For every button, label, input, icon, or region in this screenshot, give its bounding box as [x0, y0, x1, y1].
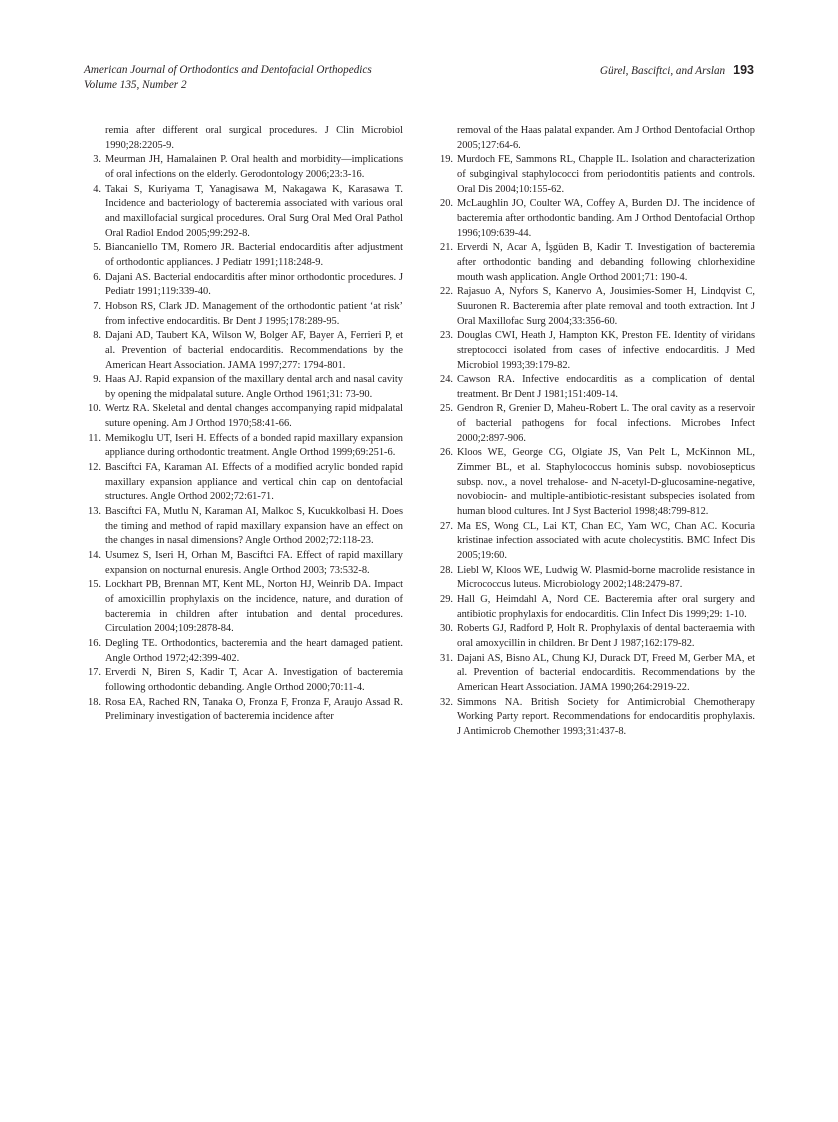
reference-number: 13. [88, 506, 101, 518]
reference-text: Hall G, Heimdahl A, Nord CE. Bacteremia after oral surgery and antibiotic prophylaxis for endocarditis. Clin Infect Dis 1999;29: 1-10. [457, 594, 755, 620]
reference-text: removal of the Haas palatal expander. Am J Orthod Dentofacial Orthop 2005;127:64-6. [457, 125, 755, 151]
reference-text: Ma ES, Wong CL, Lai KT, Chan EC, Yam WC, Chan AC. Kocuria kristinae infection associated with acute cholecystitis. BMC Infect Dis 2005;19:60. [457, 520, 755, 562]
reference-number: 7. [93, 300, 101, 312]
reference-text: Dajani AS. Bacterial endocarditis after minor orthodontic procedures. J Pediatr 1991;119:339-40. [105, 271, 403, 298]
reference-text: Dajani AD, Taubert KA, Wilson W, Bolger AF, Bayer A, Ferrieri P, et al. Prevention of bacterial endocarditis. Recommendations by the American Heart Association. JAMA 1997;277: 1794-801. [105, 330, 403, 371]
reference-number: 4. [93, 183, 101, 195]
reference-item [88, 666, 403, 695]
reference-item [440, 373, 755, 402]
reference-text: Meurman JH, Hamalainen P. Oral health and morbidity—implications of oral infections on the elderly. Gerodontology 2006;23:3-16. [105, 154, 403, 180]
reference-item [88, 461, 403, 505]
reference-text: Rajasuo A, Nyfors S, Kanervo A, Jousimies-Somer H, Lindqvist C, Suuronen R. Bacteremia after plate removal and tooth extraction. Int J Oral Maxillofac Surg 2004;33:356-60. [457, 286, 755, 327]
reference-text: Erverdi N, Acar A, İşgüden B, Kadir T. Investigation of bacteremia after orthodontic banding and debanding following chlorhexidine mouth wash application. Angle Orthod 2001;71: 190-4. [457, 242, 755, 283]
reference-item [440, 285, 755, 329]
journal-title: American Journal of Orthodontics and Dentofacial Orthopedics [84, 64, 372, 76]
reference-text: Roberts GJ, Radford P, Holt R. Prophylaxis of dental bacteraemia with oral amoxycillin in children. Br Dent J 1987;162:179-82. [457, 623, 755, 649]
reference-text: McLaughlin JO, Coulter WA, Coffey A, Burden DJ. The incidence of bacteremia after orthodontic banding. Am J Orthod Dentofacial Orthop 1996;109:639-44. [457, 198, 755, 239]
reference-item [457, 124, 755, 153]
page-number: 193 [733, 63, 754, 77]
reference-text: Murdoch FE, Sammons RL, Chapple IL. Isolation and characterization of subgingival staphylococci from periodontitis patients and controls. Oral Dis 2004;10:155-62. [457, 154, 755, 195]
reference-number: 10. [88, 403, 101, 415]
reference-number: 12. [88, 462, 101, 474]
reference-item [440, 696, 755, 740]
references-left-column [88, 124, 403, 725]
reference-number: 18. [88, 696, 101, 708]
reference-number: 32. [440, 696, 453, 708]
reference-text: Lockhart PB, Brennan MT, Kent ML, Norton HJ, Weinrib DA. Impact of amoxicillin prophylaxis on the incidence, nature, and duration of bacteremia in children after intubation and dental procedures. Circulation 2004;109:2878-84. [105, 579, 403, 635]
reference-number: 15. [88, 579, 101, 591]
reference-number: 21. [440, 242, 453, 254]
reference-text: Cawson RA. Infective endocarditis as a complication of dental treatment. Br Dent J 1981;151:409-14. [457, 374, 755, 400]
reference-item [440, 593, 755, 622]
reference-item [93, 329, 403, 373]
reference-number: 3. [93, 154, 101, 166]
reference-number: 25. [440, 403, 453, 415]
reference-number: 24. [440, 374, 453, 386]
reference-item [88, 402, 403, 431]
reference-number: 22. [440, 286, 453, 298]
reference-number: 28. [440, 564, 453, 576]
running-header-left [84, 63, 372, 93]
reference-item [88, 549, 403, 578]
journal-volume: Volume 135, Number 2 [84, 79, 187, 91]
reference-text: Basciftci FA, Karaman AI. Effects of a modified acrylic bonded rapid maxillary expansion appliance and vertical chin cap on dentofacial structures. Angle Orthod 2002;72:61-71. [105, 462, 403, 503]
reference-text: Haas AJ. Rapid expansion of the maxillary dental arch and nasal cavity by opening the midpalatal suture. Angle Orthod 1961;31: 73-90. [105, 374, 403, 400]
reference-text: Gendron R, Grenier D, Maheu-Robert L. The oral cavity as a reservoir of bacterial pathogens for focal infections. Microbes Infect 2000;2:897-906. [457, 403, 755, 444]
reference-text: Usumez S, Iseri H, Orhan M, Basciftci FA. Effect of rapid maxillary expansion on nocturnal enuresis. Angle Orthod 2003; 73:532-8. [105, 550, 403, 576]
reference-number: 19. [440, 154, 453, 166]
reference-number: 27. [440, 520, 453, 532]
reference-item [440, 153, 755, 197]
reference-item [105, 124, 403, 153]
reference-text: Liebl W, Kloos WE, Ludwig W. Plasmid-borne macrolide resistance in Micrococcus luteus. Microbiology 2002;148:2479-87. [457, 564, 755, 591]
reference-number: 9. [93, 374, 101, 386]
reference-item [440, 652, 755, 696]
references-right-column [440, 124, 755, 740]
reference-item [440, 329, 755, 373]
reference-item [88, 432, 403, 461]
reference-number: 29. [440, 594, 453, 605]
reference-number: 16. [88, 637, 101, 649]
reference-number: 31. [440, 652, 453, 664]
reference-text: Hobson RS, Clark JD. Management of the orthodontic patient ‘at risk’ from infective endocarditis. Br Dent J 1995;178:289-95. [105, 300, 403, 327]
reference-number: 30. [440, 623, 453, 635]
reference-text: Takai S, Kuriyama T, Yanagisawa M, Nakagawa K, Karasawa T. Incidence and bacteriology of bacteremia associated with various oral and maxillofacial surgical procedures. Oral Surg Oral Med Oral Pathol Oral Radiol Endod 2005;99:292-8. [105, 183, 403, 239]
reference-number: 20. [440, 198, 453, 210]
reference-number: 26. [440, 447, 453, 459]
reference-number: 8. [93, 330, 101, 342]
running-authors: Gürel, Basciftci, and Arslan [599, 65, 726, 77]
reference-item [440, 446, 755, 519]
reference-item [93, 241, 403, 270]
reference-item [440, 564, 755, 593]
reference-number: 5. [93, 242, 101, 254]
reference-text: Wertz RA. Skeletal and dental changes accompanying rapid midpalatal suture opening. Am J Orthod 1970;58:41-66. [105, 403, 403, 430]
reference-number: 6. [93, 271, 101, 283]
reference-number: 11. [88, 432, 101, 444]
reference-item [440, 241, 755, 285]
reference-text: Basciftci FA, Mutlu N, Karaman AI, Malkoc S, Kucukkolbasi H. Does the timing and method of rapid maxillary expansion have an effect on the changes in nasal dimensions? Angle Orthod 2002;72:118-23. [105, 506, 403, 547]
reference-item [93, 183, 403, 242]
reference-number: 17. [88, 667, 101, 679]
reference-item [93, 300, 403, 329]
reference-item [88, 696, 403, 725]
reference-text: Dajani AS, Bisno AL, Chung KJ, Durack DT, Freed M, Gerber MA, et al. Prevention of bacterial endocarditis. Recommendations by the American Heart Association. JAMA 1990;264:2919-22. [457, 652, 755, 693]
reference-text: Erverdi N, Biren S, Kadir T, Acar A. Investigation of bacteremia following orthodontic debanding. Angle Orthod 2000;70:11-4. [105, 667, 403, 693]
reference-text: Kloos WE, George CG, Olgiate JS, Van Pelt L, McKinnon ML, Zimmer BL, et al. Staphylococcus hominis subsp. novobiosepticus subsp. nov., a novel trehalose- and N-acetyl-D-glucosamine-negative, novobiocin- and multiple-antibiotic-resistant subspecies isolated from human blood cultures. Int J Syst Bacteriol 1998;48:799-812. [457, 447, 755, 518]
reference-number: 23. [440, 330, 453, 342]
reference-text: Degling TE. Orthodontics, bacteremia and the heart damaged patient. Angle Orthod 1972;42:399-402. [105, 637, 403, 664]
reference-text: Biancaniello TM, Romero JR. Bacterial endocarditis after adjustment of orthodontic appliances. J Pediatr 1991;118:248-9. [105, 242, 403, 268]
reference-text: Douglas CWI, Heath J, Hampton KK, Preston FE. Identity of viridans streptococci isolated from cases of infective endocarditis. J Med Microbiol 1993;39:179-82. [457, 330, 755, 371]
reference-item [440, 622, 755, 651]
reference-item [440, 402, 755, 446]
reference-text: Simmons NA. British Society for Antimicrobial Chemotherapy Working Party report. Recommendations for endocarditis prophylaxis. J Antimicrob Chemother 1993;31:437-8. [457, 696, 755, 737]
reference-item [440, 197, 755, 241]
reference-text: Rosa EA, Rached RN, Tanaka O, Fronza F, Fronza F, Araujo Assad R. Preliminary investigation of bacteremia incidence after [105, 696, 403, 723]
reference-number: 14. [88, 550, 101, 562]
reference-text: Memikoglu UT, Iseri H. Effects of a bonded rapid maxillary expansion appliance during orthodontic treatment. Angle Orthod 1999;69:251-6. [105, 432, 403, 459]
reference-item [440, 520, 755, 564]
reference-item [93, 153, 403, 182]
reference-item [88, 637, 403, 666]
reference-item [88, 505, 403, 549]
reference-item [93, 271, 403, 300]
reference-text: remia after different oral surgical procedures. J Clin Microbiol 1990;28:2205-9. [105, 125, 403, 151]
reference-item [93, 373, 403, 402]
reference-item [88, 578, 403, 637]
running-header-right [600, 63, 754, 79]
